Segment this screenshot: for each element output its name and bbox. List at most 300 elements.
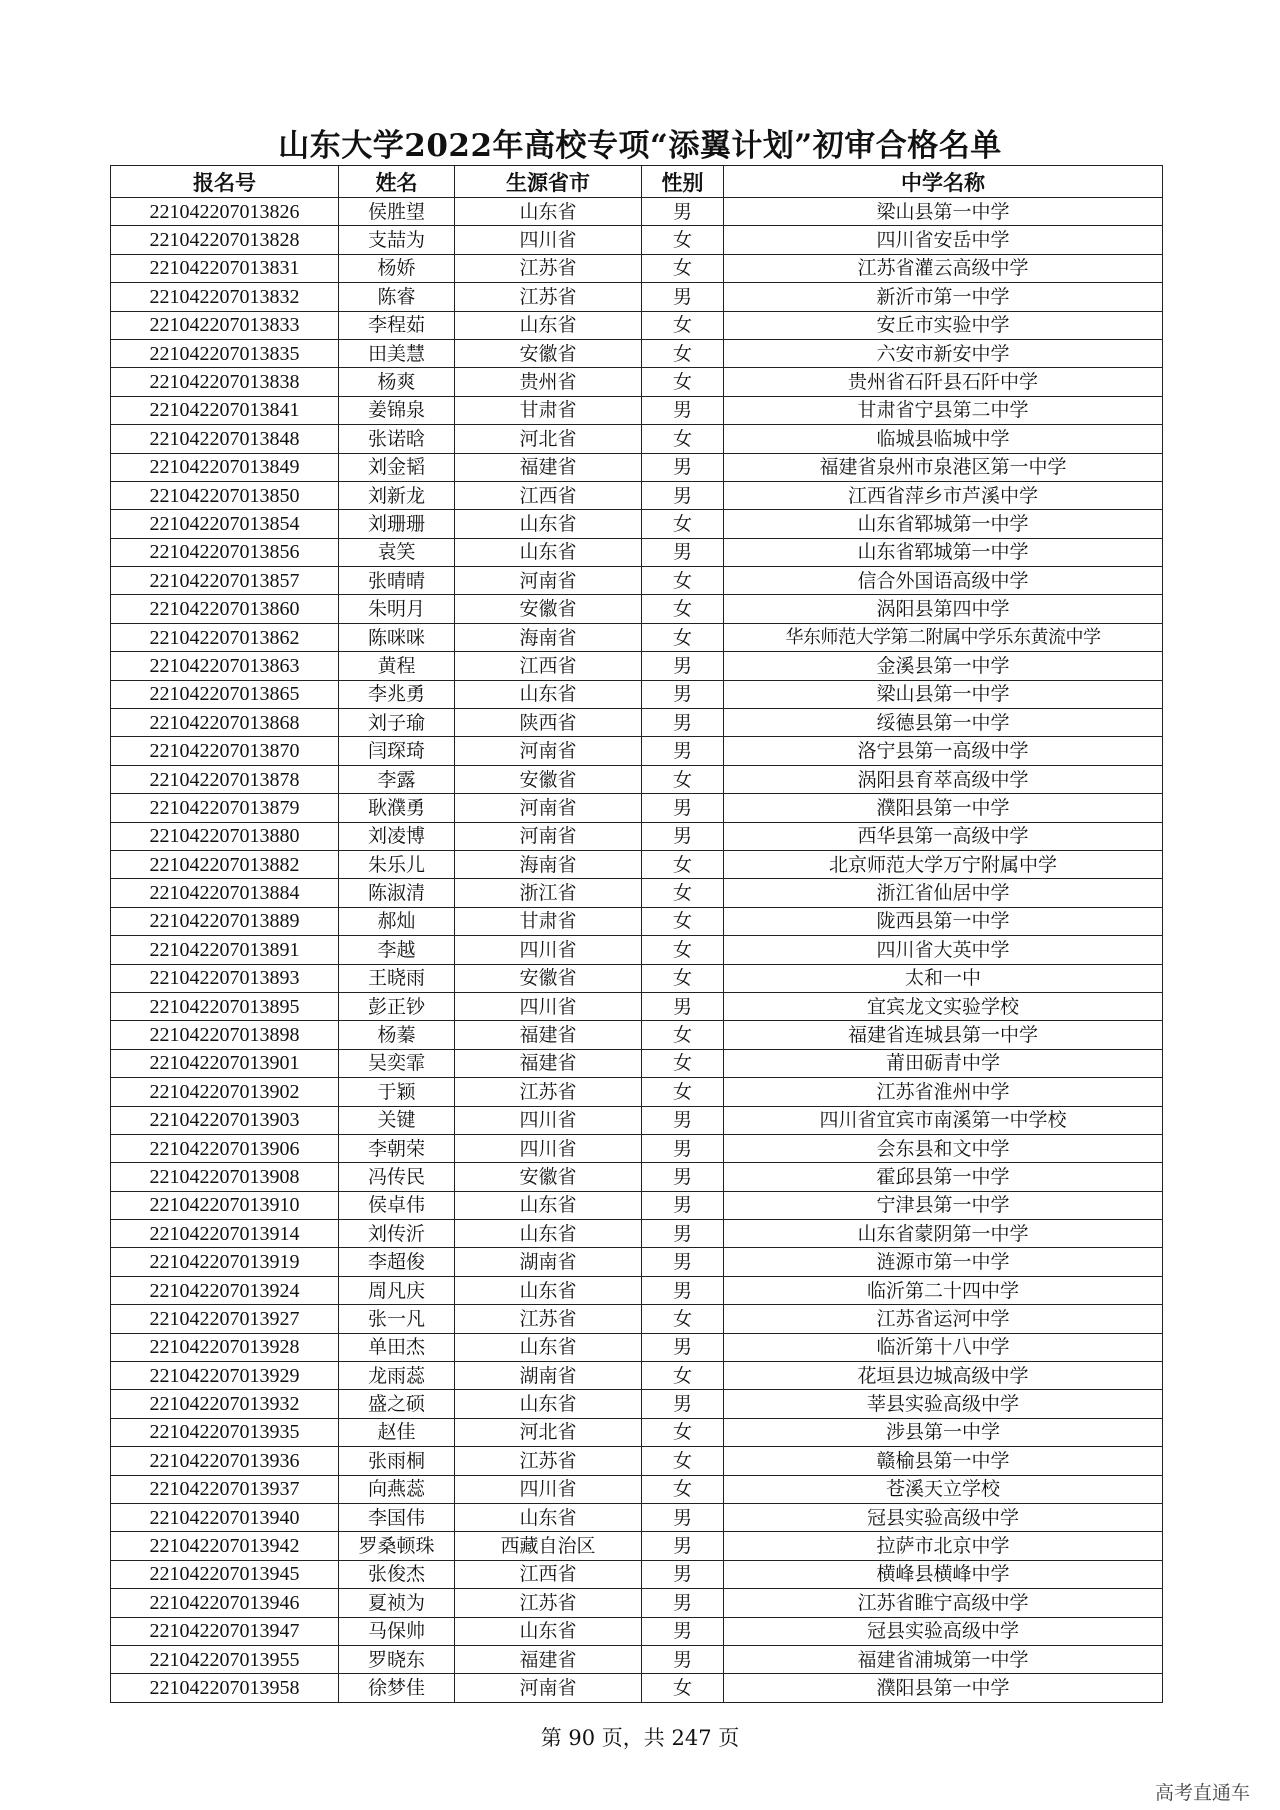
cell-registration-number: 221042207013868 xyxy=(111,709,339,737)
cell-name: 张雨桐 xyxy=(339,1447,455,1475)
cell-gender: 男 xyxy=(642,992,724,1020)
cell-school: 临沂第二十四中学 xyxy=(724,1276,1163,1304)
cell-school: 涉县第一中学 xyxy=(724,1418,1163,1446)
cell-registration-number: 221042207013929 xyxy=(111,1362,339,1390)
cell-school: 西华县第一高级中学 xyxy=(724,822,1163,850)
cell-name: 马保帅 xyxy=(339,1617,455,1645)
cell-name: 盛之硕 xyxy=(339,1390,455,1418)
cell-school: 金溪县第一中学 xyxy=(724,652,1163,680)
table-row xyxy=(111,1390,1163,1418)
table-row xyxy=(111,425,1163,453)
table-row xyxy=(111,907,1163,935)
cell-gender: 女 xyxy=(642,1049,724,1077)
cell-school: 江西省萍乡市芦溪中学 xyxy=(724,481,1163,509)
cell-province: 贵州省 xyxy=(455,368,642,396)
cell-name: 刘子瑜 xyxy=(339,709,455,737)
table-row xyxy=(111,737,1163,765)
cell-gender: 女 xyxy=(642,311,724,339)
cell-province: 西藏自治区 xyxy=(455,1532,642,1560)
cell-name: 陈淑清 xyxy=(339,879,455,907)
cell-name: 罗桑顿珠 xyxy=(339,1532,455,1560)
cell-name: 杨蓁 xyxy=(339,1021,455,1049)
cell-registration-number: 221042207013924 xyxy=(111,1276,339,1304)
cell-province: 江苏省 xyxy=(455,283,642,311)
cell-registration-number: 221042207013850 xyxy=(111,481,339,509)
cell-province: 湖南省 xyxy=(455,1362,642,1390)
cell-school: 浙江省仙居中学 xyxy=(724,879,1163,907)
cell-province: 甘肃省 xyxy=(455,907,642,935)
cell-registration-number: 221042207013932 xyxy=(111,1390,339,1418)
cell-registration-number: 221042207013865 xyxy=(111,680,339,708)
cell-province: 山东省 xyxy=(455,1617,642,1645)
table-row xyxy=(111,1447,1163,1475)
cell-registration-number: 221042207013898 xyxy=(111,1021,339,1049)
cell-gender: 男 xyxy=(642,822,724,850)
cell-registration-number: 221042207013893 xyxy=(111,964,339,992)
cell-school: 安丘市实验中学 xyxy=(724,311,1163,339)
cell-gender: 男 xyxy=(642,1589,724,1617)
cell-gender: 男 xyxy=(642,709,724,737)
table-header-row xyxy=(111,166,1163,198)
table-row xyxy=(111,1220,1163,1248)
cell-province: 山东省 xyxy=(455,1333,642,1361)
cell-name: 陈睿 xyxy=(339,283,455,311)
cell-school: 华东师范大学第二附属中学乐东黄流中学 xyxy=(724,623,1163,651)
table-row xyxy=(111,595,1163,623)
cell-name: 袁笑 xyxy=(339,538,455,566)
cell-gender: 男 xyxy=(642,453,724,481)
table-row xyxy=(111,964,1163,992)
cell-registration-number: 221042207013946 xyxy=(111,1589,339,1617)
cell-gender: 男 xyxy=(642,1191,724,1219)
cell-school: 临城县临城中学 xyxy=(724,425,1163,453)
cell-school: 涡阳县第四中学 xyxy=(724,595,1163,623)
cell-name: 黄程 xyxy=(339,652,455,680)
cell-registration-number: 221042207013895 xyxy=(111,992,339,1020)
cell-gender: 男 xyxy=(642,283,724,311)
cell-name: 李兆勇 xyxy=(339,680,455,708)
cell-registration-number: 221042207013927 xyxy=(111,1305,339,1333)
cell-name: 李超俊 xyxy=(339,1248,455,1276)
table-row xyxy=(111,1532,1163,1560)
cell-registration-number: 221042207013908 xyxy=(111,1163,339,1191)
cell-registration-number: 221042207013835 xyxy=(111,339,339,367)
table-row xyxy=(111,1248,1163,1276)
cell-school: 六安市新安中学 xyxy=(724,339,1163,367)
cell-province: 福建省 xyxy=(455,1645,642,1673)
cell-school: 贵州省石阡县石阡中学 xyxy=(724,368,1163,396)
cell-province: 山东省 xyxy=(455,538,642,566)
cell-gender: 女 xyxy=(642,765,724,793)
table-row xyxy=(111,850,1163,878)
cell-gender: 男 xyxy=(642,1333,724,1361)
table-row xyxy=(111,765,1163,793)
cell-school: 绥德县第一中学 xyxy=(724,709,1163,737)
cell-gender: 男 xyxy=(642,1163,724,1191)
cell-registration-number: 221042207013841 xyxy=(111,396,339,424)
cell-school: 山东省蒙阴第一中学 xyxy=(724,1220,1163,1248)
cell-registration-number: 221042207013831 xyxy=(111,254,339,282)
cell-gender: 男 xyxy=(642,1645,724,1673)
cell-province: 安徽省 xyxy=(455,339,642,367)
cell-school: 江苏省睢宁高级中学 xyxy=(724,1589,1163,1617)
cell-gender: 女 xyxy=(642,1475,724,1503)
cell-gender: 男 xyxy=(642,1106,724,1134)
cell-school: 新沂市第一中学 xyxy=(724,283,1163,311)
cell-school: 莘县实验高级中学 xyxy=(724,1390,1163,1418)
cell-school: 苍溪天立学校 xyxy=(724,1475,1163,1503)
cell-school: 拉萨市北京中学 xyxy=(724,1532,1163,1560)
cell-registration-number: 221042207013870 xyxy=(111,737,339,765)
cell-registration-number: 221042207013958 xyxy=(111,1674,339,1702)
table-row xyxy=(111,1674,1163,1702)
cell-province: 福建省 xyxy=(455,1049,642,1077)
cell-name: 向燕蕊 xyxy=(339,1475,455,1503)
cell-school: 四川省宜宾市南溪第一中学校 xyxy=(724,1106,1163,1134)
cell-gender: 女 xyxy=(642,623,724,651)
cell-school: 四川省安岳中学 xyxy=(724,226,1163,254)
cell-province: 山东省 xyxy=(455,1503,642,1531)
cell-registration-number: 221042207013935 xyxy=(111,1418,339,1446)
cell-registration-number: 221042207013903 xyxy=(111,1106,339,1134)
cell-gender: 男 xyxy=(642,396,724,424)
table-row xyxy=(111,709,1163,737)
cell-registration-number: 221042207013937 xyxy=(111,1475,339,1503)
cell-school: 冠县实验高级中学 xyxy=(724,1617,1163,1645)
cell-province: 山东省 xyxy=(455,1276,642,1304)
cell-school: 临沂第十八中学 xyxy=(724,1333,1163,1361)
cell-name: 夏祯为 xyxy=(339,1589,455,1617)
cell-registration-number: 221042207013901 xyxy=(111,1049,339,1077)
cell-registration-number: 221042207013863 xyxy=(111,652,339,680)
cell-registration-number: 221042207013928 xyxy=(111,1333,339,1361)
cell-school: 福建省浦城第一中学 xyxy=(724,1645,1163,1673)
cell-province: 海南省 xyxy=(455,623,642,651)
cell-gender: 男 xyxy=(642,1220,724,1248)
cell-school: 宁津县第一中学 xyxy=(724,1191,1163,1219)
table-row xyxy=(111,936,1163,964)
cell-gender: 男 xyxy=(642,1390,724,1418)
cell-province: 安徽省 xyxy=(455,1163,642,1191)
table-row xyxy=(111,1191,1163,1219)
cell-registration-number: 221042207013856 xyxy=(111,538,339,566)
cell-gender: 男 xyxy=(642,652,724,680)
cell-name: 吴奕霏 xyxy=(339,1049,455,1077)
table-row xyxy=(111,680,1163,708)
cell-gender: 女 xyxy=(642,226,724,254)
cell-province: 江苏省 xyxy=(455,1447,642,1475)
cell-registration-number: 221042207013914 xyxy=(111,1220,339,1248)
cell-province: 安徽省 xyxy=(455,765,642,793)
page-footer: 第 90 页，共 247 页 xyxy=(540,1726,740,1750)
cell-province: 安徽省 xyxy=(455,595,642,623)
cell-province: 江西省 xyxy=(455,652,642,680)
cell-province: 山东省 xyxy=(455,198,642,226)
cell-name: 关键 xyxy=(339,1106,455,1134)
table-row xyxy=(111,1362,1163,1390)
cell-province: 河北省 xyxy=(455,1418,642,1446)
cell-school: 梁山县第一中学 xyxy=(724,198,1163,226)
cell-province: 陕西省 xyxy=(455,709,642,737)
cell-gender: 男 xyxy=(642,794,724,822)
cell-school: 福建省连城县第一中学 xyxy=(724,1021,1163,1049)
header-gender: 性别 xyxy=(642,166,724,198)
header-school: 中学名称 xyxy=(724,166,1163,198)
cell-registration-number: 221042207013902 xyxy=(111,1078,339,1106)
cell-school: 福建省泉州市泉港区第一中学 xyxy=(724,453,1163,481)
table-row xyxy=(111,794,1163,822)
cell-registration-number: 221042207013832 xyxy=(111,283,339,311)
table-row xyxy=(111,510,1163,538)
cell-name: 闫琛琦 xyxy=(339,737,455,765)
table-row xyxy=(111,1305,1163,1333)
cell-province: 山东省 xyxy=(455,311,642,339)
cell-province: 山东省 xyxy=(455,1390,642,1418)
cell-name: 张诺晗 xyxy=(339,425,455,453)
cell-name: 郝灿 xyxy=(339,907,455,935)
cell-province: 四川省 xyxy=(455,226,642,254)
cell-gender: 男 xyxy=(642,481,724,509)
cell-province: 浙江省 xyxy=(455,879,642,907)
cell-school: 赣榆县第一中学 xyxy=(724,1447,1163,1475)
cell-name: 罗晓东 xyxy=(339,1645,455,1673)
cell-name: 李朝荣 xyxy=(339,1134,455,1162)
cell-registration-number: 221042207013826 xyxy=(111,198,339,226)
cell-gender: 女 xyxy=(642,510,724,538)
cell-gender: 女 xyxy=(642,425,724,453)
cell-gender: 女 xyxy=(642,1418,724,1446)
cell-name: 龙雨蕊 xyxy=(339,1362,455,1390)
cell-school: 太和一中 xyxy=(724,964,1163,992)
cell-name: 侯胜望 xyxy=(339,198,455,226)
cell-registration-number: 221042207013879 xyxy=(111,794,339,822)
cell-registration-number: 221042207013940 xyxy=(111,1503,339,1531)
cell-school: 横峰县横峰中学 xyxy=(724,1560,1163,1588)
cell-gender: 男 xyxy=(642,1134,724,1162)
cell-registration-number: 221042207013919 xyxy=(111,1248,339,1276)
table-row xyxy=(111,368,1163,396)
cell-name: 朱明月 xyxy=(339,595,455,623)
cell-school: 濮阳县第一中学 xyxy=(724,1674,1163,1702)
table-row xyxy=(111,879,1163,907)
table-row xyxy=(111,538,1163,566)
cell-name: 王晓雨 xyxy=(339,964,455,992)
watermark: 高考直通车 xyxy=(1154,1782,1250,1804)
cell-gender: 女 xyxy=(642,936,724,964)
table-row xyxy=(111,311,1163,339)
cell-registration-number: 221042207013849 xyxy=(111,453,339,481)
table-row xyxy=(111,254,1163,282)
cell-name: 徐梦佳 xyxy=(339,1674,455,1702)
cell-name: 刘金韬 xyxy=(339,453,455,481)
table-body xyxy=(111,198,1163,1703)
cell-gender: 女 xyxy=(642,907,724,935)
cell-school: 霍邱县第一中学 xyxy=(724,1163,1163,1191)
cell-name: 刘珊珊 xyxy=(339,510,455,538)
cell-province: 江苏省 xyxy=(455,254,642,282)
cell-name: 于颖 xyxy=(339,1078,455,1106)
cell-gender: 女 xyxy=(642,964,724,992)
cell-school: 花垣县边城高级中学 xyxy=(724,1362,1163,1390)
table-row xyxy=(111,1106,1163,1134)
cell-province: 四川省 xyxy=(455,936,642,964)
cell-gender: 女 xyxy=(642,1078,724,1106)
cell-province: 河南省 xyxy=(455,567,642,595)
cell-province: 山东省 xyxy=(455,1191,642,1219)
table-row xyxy=(111,1078,1163,1106)
cell-school: 江苏省淮州中学 xyxy=(724,1078,1163,1106)
table-row xyxy=(111,1475,1163,1503)
cell-province: 江苏省 xyxy=(455,1305,642,1333)
table-row xyxy=(111,992,1163,1020)
cell-name: 刘传沂 xyxy=(339,1220,455,1248)
cell-school: 甘肃省宁县第二中学 xyxy=(724,396,1163,424)
cell-name: 刘凌博 xyxy=(339,822,455,850)
table-row xyxy=(111,1418,1163,1446)
cell-registration-number: 221042207013884 xyxy=(111,879,339,907)
table-row xyxy=(111,1049,1163,1077)
table-row xyxy=(111,1163,1163,1191)
cell-name: 张一凡 xyxy=(339,1305,455,1333)
table-row xyxy=(111,339,1163,367)
cell-province: 福建省 xyxy=(455,453,642,481)
cell-gender: 女 xyxy=(642,1447,724,1475)
cell-name: 耿濮勇 xyxy=(339,794,455,822)
table-row xyxy=(111,822,1163,850)
header-name: 姓名 xyxy=(339,166,455,198)
cell-province: 山东省 xyxy=(455,510,642,538)
cell-gender: 女 xyxy=(642,850,724,878)
cell-gender: 男 xyxy=(642,1276,724,1304)
cell-school: 梁山县第一中学 xyxy=(724,680,1163,708)
cell-registration-number: 221042207013862 xyxy=(111,623,339,651)
cell-gender: 女 xyxy=(642,1021,724,1049)
cell-school: 四川省大英中学 xyxy=(724,936,1163,964)
cell-gender: 男 xyxy=(642,680,724,708)
cell-registration-number: 221042207013854 xyxy=(111,510,339,538)
cell-school: 会东县和文中学 xyxy=(724,1134,1163,1162)
cell-school: 涡阳县育萃高级中学 xyxy=(724,765,1163,793)
cell-school: 江苏省运河中学 xyxy=(724,1305,1163,1333)
cell-gender: 女 xyxy=(642,1674,724,1702)
cell-registration-number: 221042207013860 xyxy=(111,595,339,623)
cell-province: 河南省 xyxy=(455,822,642,850)
cell-province: 河南省 xyxy=(455,794,642,822)
cell-registration-number: 221042207013910 xyxy=(111,1191,339,1219)
table-row xyxy=(111,1503,1163,1531)
table-row xyxy=(111,453,1163,481)
cell-registration-number: 221042207013906 xyxy=(111,1134,339,1162)
cell-name: 周凡庆 xyxy=(339,1276,455,1304)
cell-name: 冯传民 xyxy=(339,1163,455,1191)
cell-name: 张俊杰 xyxy=(339,1560,455,1588)
cell-gender: 女 xyxy=(642,254,724,282)
cell-school: 信合外国语高级中学 xyxy=(724,567,1163,595)
cell-name: 陈咪咪 xyxy=(339,623,455,651)
cell-province: 江苏省 xyxy=(455,1078,642,1106)
cell-registration-number: 221042207013848 xyxy=(111,425,339,453)
table-row xyxy=(111,1560,1163,1588)
cell-name: 杨爽 xyxy=(339,368,455,396)
table-row xyxy=(111,1645,1163,1673)
cell-province: 海南省 xyxy=(455,850,642,878)
table-row xyxy=(111,1589,1163,1617)
cell-gender: 男 xyxy=(642,1617,724,1645)
cell-province: 河南省 xyxy=(455,737,642,765)
cell-registration-number: 221042207013942 xyxy=(111,1532,339,1560)
cell-province: 四川省 xyxy=(455,1134,642,1162)
table-row xyxy=(111,1617,1163,1645)
table-row xyxy=(111,396,1163,424)
cell-school: 涟源市第一中学 xyxy=(724,1248,1163,1276)
table-row xyxy=(111,623,1163,651)
cell-name: 李国伟 xyxy=(339,1503,455,1531)
cell-school: 濮阳县第一中学 xyxy=(724,794,1163,822)
cell-name: 张晴晴 xyxy=(339,567,455,595)
cell-registration-number: 221042207013882 xyxy=(111,850,339,878)
cell-gender: 女 xyxy=(642,595,724,623)
cell-name: 彭正钞 xyxy=(339,992,455,1020)
cell-school: 陇西县第一中学 xyxy=(724,907,1163,935)
cell-school: 山东省郓城第一中学 xyxy=(724,538,1163,566)
cell-gender: 男 xyxy=(642,1503,724,1531)
cell-province: 河南省 xyxy=(455,1674,642,1702)
cell-province: 四川省 xyxy=(455,992,642,1020)
table-row xyxy=(111,283,1163,311)
page-title: 山东大学2022年高校专项“添翼计划”初审合格名单 xyxy=(278,128,1002,164)
cell-gender: 男 xyxy=(642,538,724,566)
cell-school: 莆田砺青中学 xyxy=(724,1049,1163,1077)
cell-name: 李程茹 xyxy=(339,311,455,339)
cell-school: 冠县实验高级中学 xyxy=(724,1503,1163,1531)
cell-name: 杨娇 xyxy=(339,254,455,282)
cell-province: 山东省 xyxy=(455,1220,642,1248)
table-row xyxy=(111,1276,1163,1304)
cell-province: 甘肃省 xyxy=(455,396,642,424)
cell-gender: 女 xyxy=(642,879,724,907)
cell-registration-number: 221042207013955 xyxy=(111,1645,339,1673)
table-row xyxy=(111,567,1163,595)
cell-gender: 女 xyxy=(642,1305,724,1333)
cell-province: 四川省 xyxy=(455,1106,642,1134)
cell-province: 江西省 xyxy=(455,1560,642,1588)
table-row xyxy=(111,1134,1163,1162)
cell-province: 山东省 xyxy=(455,680,642,708)
cell-registration-number: 221042207013889 xyxy=(111,907,339,935)
cell-gender: 男 xyxy=(642,1532,724,1560)
candidate-table xyxy=(110,165,1163,1703)
cell-province: 福建省 xyxy=(455,1021,642,1049)
cell-name: 李露 xyxy=(339,765,455,793)
cell-name: 单田杰 xyxy=(339,1333,455,1361)
cell-school: 宜宾龙文实验学校 xyxy=(724,992,1163,1020)
cell-school: 山东省郓城第一中学 xyxy=(724,510,1163,538)
cell-gender: 女 xyxy=(642,368,724,396)
cell-registration-number: 221042207013880 xyxy=(111,822,339,850)
cell-gender: 女 xyxy=(642,339,724,367)
cell-province: 河北省 xyxy=(455,425,642,453)
table-row xyxy=(111,198,1163,226)
cell-registration-number: 221042207013838 xyxy=(111,368,339,396)
table-row xyxy=(111,226,1163,254)
cell-gender: 男 xyxy=(642,737,724,765)
cell-gender: 男 xyxy=(642,1560,724,1588)
cell-registration-number: 221042207013878 xyxy=(111,765,339,793)
cell-gender: 女 xyxy=(642,1362,724,1390)
table-row xyxy=(111,481,1163,509)
cell-gender: 女 xyxy=(642,567,724,595)
cell-name: 朱乐儿 xyxy=(339,850,455,878)
